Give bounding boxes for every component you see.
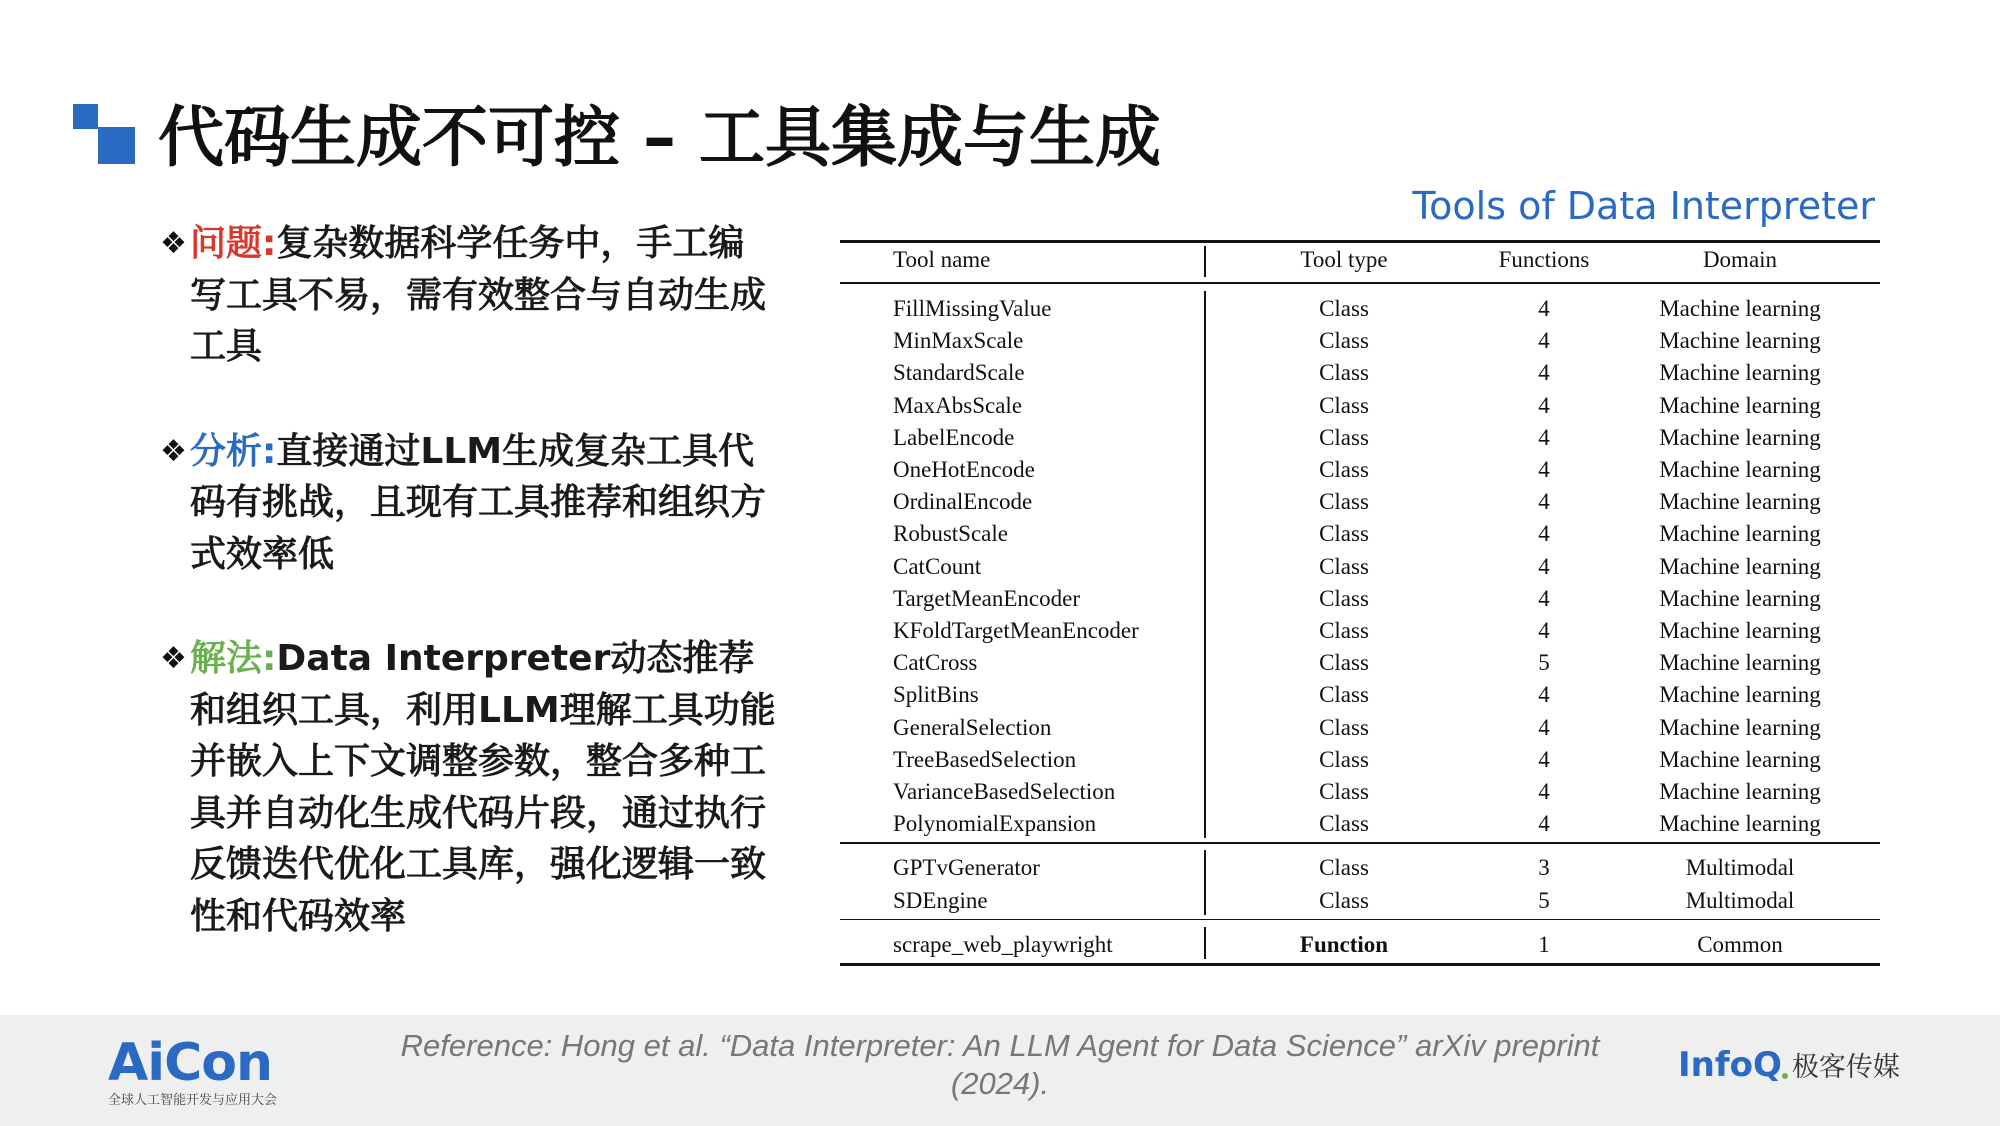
table-header-rule — [840, 282, 1880, 284]
cell-tool-type: Class — [1319, 650, 1369, 676]
cell-domain: Machine learning — [1659, 457, 1821, 482]
cell-domain: Machine learning — [1659, 746, 1821, 772]
cell-functions: 4 — [1538, 296, 1550, 321]
cell-tool-name: SDEngine — [893, 887, 988, 913]
table-title: Tools of Data Interpreter — [1412, 184, 1875, 228]
cell-functions: 4 — [1538, 489, 1550, 515]
cell-tool-type: Class — [1319, 392, 1369, 418]
bullet-analysis — [160, 426, 780, 581]
cell-tool-type: Class — [1319, 811, 1369, 837]
table-row — [840, 486, 1880, 518]
cell-tool-name: CatCount — [893, 553, 982, 579]
cell-tool-type: Class — [1319, 521, 1369, 547]
cell-domain: Machine learning — [1659, 714, 1821, 740]
cell-tool-name: LabelEncode — [893, 424, 1015, 450]
bullet-text: 复杂数据科学任务中，手工编写工具不易，需有效整合与自动生成工具 — [190, 223, 767, 367]
table-row — [840, 808, 1880, 840]
table-row — [840, 293, 1880, 325]
cell-tool-name: TreeBasedSelection — [893, 746, 1077, 772]
table-row — [840, 325, 1880, 357]
cell-domain: Machine learning — [1659, 811, 1821, 837]
infoq-logo-cn: 极客传媒 — [1791, 1052, 1900, 1083]
cell-tool-type: Class — [1319, 779, 1369, 804]
table-row — [840, 518, 1880, 550]
cell-tool-name: OrdinalEncode — [893, 489, 1033, 515]
cell-tool-name: GPTvGenerator — [893, 855, 1040, 881]
table-column-divider — [1204, 291, 1206, 838]
cell-tool-name: MinMaxScale — [893, 328, 1024, 354]
cell-tool-type: Class — [1319, 424, 1369, 450]
cell-domain: Machine learning — [1659, 328, 1821, 354]
cell-tool-name: VarianceBasedSelection — [893, 779, 1116, 804]
header-functions: Functions — [1498, 247, 1590, 272]
cell-domain: Multimodal — [1685, 855, 1795, 881]
cell-functions: 4 — [1538, 714, 1550, 740]
cell-tool-type: Class — [1319, 360, 1369, 386]
bullet-keyword: 问题: — [190, 223, 277, 264]
cell-domain: Machine learning — [1659, 424, 1821, 450]
cell-tool-type: Class — [1319, 457, 1369, 482]
table-header-divider — [1204, 246, 1206, 277]
bullet-text: 直接通过LLM生成复杂工具代码有挑战，且现有工具推荐和组织方式效率低 — [190, 430, 767, 575]
table-row — [840, 744, 1880, 776]
cell-functions: 4 — [1538, 328, 1550, 354]
cell-tool-type: Class — [1319, 585, 1369, 611]
cell-functions: 4 — [1538, 811, 1550, 837]
cell-tool-type: Class — [1319, 328, 1369, 354]
cell-tool-name: StandardScale — [893, 360, 1025, 386]
cell-domain: Machine learning — [1659, 521, 1821, 547]
title-bullet-squares-icon — [73, 104, 137, 164]
cell-domain: Machine learning — [1659, 682, 1821, 708]
header-domain: Domain — [1702, 247, 1778, 272]
cell-tool-name: TargetMeanEncoder — [893, 585, 1080, 611]
header-tool-type: Tool type — [1300, 247, 1388, 272]
cell-functions: 1 — [1538, 931, 1550, 957]
table-row — [840, 583, 1880, 615]
cell-tool-name: RobustScale — [893, 521, 1008, 547]
infoq-dot-icon — [1782, 1073, 1788, 1079]
diamond-bullet-icon: ❖ — [160, 641, 187, 676]
footer-bar — [0, 1015, 2000, 1126]
bullet-keyword: 解法: — [190, 638, 277, 679]
table-group-rule — [840, 842, 1880, 844]
infoq-logo — [1678, 1045, 1900, 1085]
table-top-rule — [840, 240, 1880, 243]
cell-tool-type: Class — [1319, 553, 1369, 579]
table-column-divider — [1204, 927, 1206, 959]
cell-tool-name: FillMissingValue — [893, 296, 1052, 321]
cell-functions: 4 — [1538, 360, 1550, 386]
page-title: 代码生成不可控 – 工具集成与生成 — [158, 99, 1161, 176]
aicon-logo-text: AiCon — [108, 1033, 272, 1093]
table-column-divider — [1204, 850, 1206, 914]
cell-tool-type: Class — [1319, 855, 1369, 881]
cell-functions: 5 — [1538, 887, 1550, 913]
cell-functions: 4 — [1538, 746, 1550, 772]
cell-functions: 4 — [1538, 779, 1550, 804]
header-tool-name: Tool name — [893, 247, 991, 272]
bullet-keyword: 分析: — [190, 430, 277, 472]
bullet-text: Data Interpreter动态推荐和组织工具，利用LLM理解工具功能并嵌入上下文调整参数，整合多种工具并自动化生成代码片段，通过执行反馈迭代优化工具库，强化逻辑一致性和代码效率 — [190, 638, 776, 937]
cell-domain: Common — [1697, 931, 1783, 957]
cell-tool-type: Function — [1299, 931, 1389, 957]
cell-tool-name: SplitBins — [893, 682, 979, 708]
cell-tool-type: Class — [1319, 714, 1369, 740]
table-row — [840, 390, 1880, 422]
aicon-logo-subtitle: 全球人工智能开发与应用大会 — [108, 1093, 278, 1108]
cell-domain: Machine learning — [1659, 489, 1821, 515]
cell-functions: 3 — [1538, 855, 1550, 881]
table-row — [840, 454, 1880, 486]
cell-tool-name: MaxAbsScale — [893, 392, 1023, 418]
cell-tool-name: scrape_web_playwright — [893, 931, 1113, 957]
cell-domain: Machine learning — [1659, 585, 1821, 611]
cell-functions: 4 — [1538, 618, 1550, 643]
table-row — [840, 852, 1880, 884]
table-bottom-rule — [840, 963, 1880, 966]
cell-tool-type: Class — [1319, 746, 1369, 772]
cell-functions: 4 — [1538, 585, 1550, 611]
cell-domain: Machine learning — [1659, 618, 1821, 643]
bullet-solution — [160, 633, 780, 942]
cell-functions: 4 — [1538, 553, 1550, 579]
cell-functions: 4 — [1538, 392, 1550, 418]
cell-tool-type: Class — [1319, 489, 1369, 515]
bullet-list — [160, 218, 780, 995]
bullet-problem — [160, 218, 780, 373]
cell-functions: 4 — [1538, 682, 1550, 708]
cell-functions: 5 — [1538, 650, 1550, 676]
cell-tool-type: Class — [1319, 296, 1369, 321]
table-row — [840, 615, 1880, 647]
cell-tool-name: GeneralSelection — [893, 714, 1052, 740]
table-row — [840, 885, 1880, 917]
table-row — [840, 679, 1880, 711]
cell-tool-name: OneHotEncode — [893, 457, 1035, 482]
table-row — [840, 647, 1880, 679]
table-header-row — [840, 244, 1880, 276]
diamond-bullet-icon: ❖ — [160, 433, 187, 469]
cell-domain: Machine learning — [1659, 779, 1821, 804]
table-row — [840, 712, 1880, 744]
cell-tool-type: Class — [1319, 887, 1369, 913]
cell-domain: Machine learning — [1659, 392, 1821, 418]
cell-tool-name: PolynomialExpansion — [893, 811, 1097, 837]
table-group-rule — [840, 919, 1880, 921]
cell-domain: Machine learning — [1659, 553, 1821, 579]
table-row — [840, 929, 1880, 961]
cell-domain: Machine learning — [1659, 296, 1821, 321]
cell-functions: 4 — [1538, 424, 1550, 450]
table-row — [840, 551, 1880, 583]
cell-functions: 4 — [1538, 457, 1550, 482]
reference-citation: Reference: Hong et al. “Data Interpreter: An LLM Agent for Data Science” arXiv preprint (2024). — [400, 1028, 1600, 1101]
cell-tool-name: KFoldTargetMeanEncoder — [893, 618, 1139, 643]
table-row — [840, 422, 1880, 454]
cell-tool-name: CatCross — [893, 650, 978, 676]
aicon-logo — [108, 1035, 288, 1109]
cell-domain: Machine learning — [1659, 650, 1821, 676]
infoq-logo-text: InfoQ — [1678, 1045, 1782, 1085]
cell-domain: Machine learning — [1659, 360, 1821, 386]
table-row — [840, 776, 1880, 808]
cell-tool-type: Class — [1319, 618, 1369, 643]
diamond-bullet-icon: ❖ — [160, 226, 187, 261]
cell-domain: Multimodal — [1685, 887, 1795, 913]
cell-tool-type: Class — [1319, 682, 1369, 708]
table-row — [840, 357, 1880, 389]
cell-functions: 4 — [1538, 521, 1550, 547]
